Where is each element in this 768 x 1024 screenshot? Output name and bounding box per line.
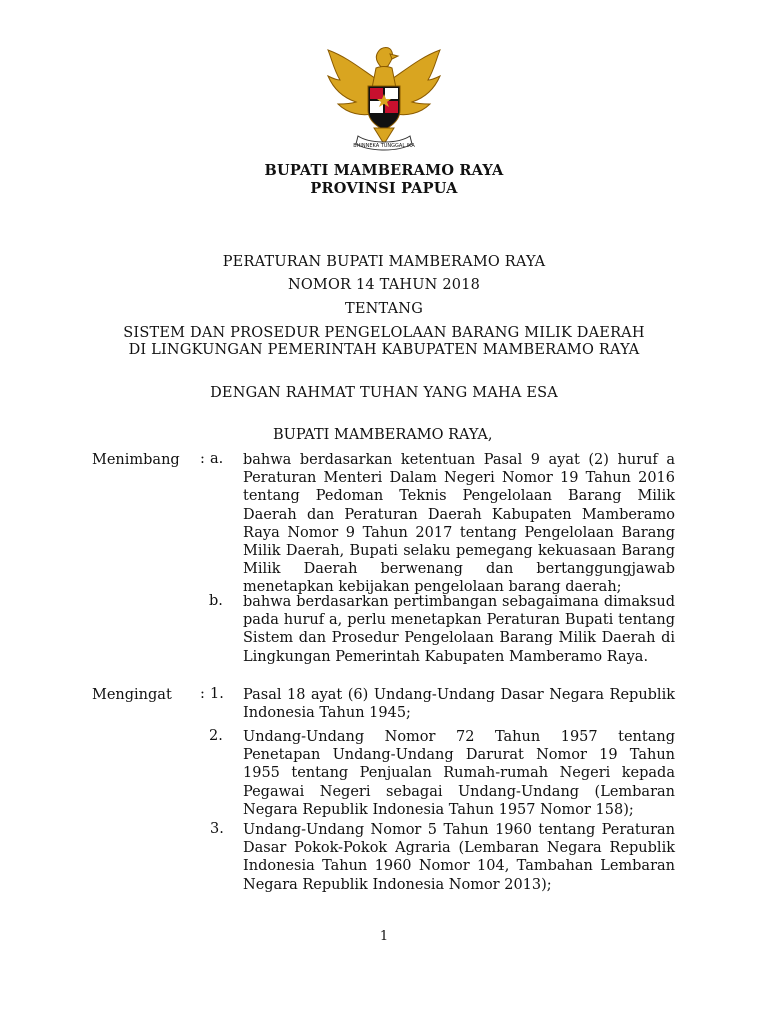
garuda-pancasila-emblem-icon — [322, 44, 446, 156]
blessing-line: DENGAN RAHMAT TUHAN YANG MAHA ESA — [210, 385, 558, 401]
mengingat-colon: : — [200, 686, 205, 702]
mengingat-label: Mengingat — [92, 687, 172, 703]
header-line-1: BUPATI MAMBERAMO RAYA — [264, 162, 504, 179]
header-line-2: PROVINSI PAPUA — [310, 180, 458, 197]
mengingat-marker-3: 3. — [210, 821, 224, 837]
menimbang-colon: : — [200, 451, 205, 467]
menimbang-item-b: bahwa berdasarkan pertimbangan sebagaimana dimaksud pada huruf a, perlu menetapkan Peraturan Bupati tentang Sistem dan Prosedur Pengelolaan Barang Milik Daerah di Lingkungan Pemerintah Kabupaten Mamberamo Raya. — [243, 594, 675, 665]
mengingat-item-2: Undang-Undang Nomor 72 Tahun 1957 tentang Penetapan Undang-Undang Darurat Nomor 19 Tahun 1955 tentang Penjualan Rumah-rumah Negeri kepada Pegawai Negeri sebagai Undang-Undang (Lembaran Negara Republik Indonesia Tahun 1957 Nomor 158); — [243, 729, 675, 818]
title-line-5: DI LINGKUNGAN PEMERINTAH KABUPATEN MAMBERAMO RAYA — [128, 342, 640, 358]
title-line-1: PERATURAN BUPATI MAMBERAMO RAYA — [222, 254, 546, 270]
page-number: 1 — [379, 929, 389, 944]
menimbang-marker-a: a. — [210, 451, 224, 467]
title-line-2: NOMOR 14 TAHUN 2018 — [287, 277, 481, 293]
menimbang-label: Menimbang — [92, 452, 180, 468]
title-line-4: SISTEM DAN PROSEDUR PENGELOLAAN BARANG MILIK DAERAH — [123, 325, 645, 341]
mengingat-marker-2: 2. — [209, 728, 223, 744]
authority-line: BUPATI MAMBERAMO RAYA, — [273, 427, 493, 443]
menimbang-marker-b: b. — [209, 593, 223, 609]
title-line-3: TENTANG — [345, 301, 423, 317]
emblem-motto: BHINNEKA TUNGGAL IKA — [353, 143, 415, 149]
mengingat-item-1: Pasal 18 ayat (6) Undang-Undang Dasar Negara Republik Indonesia Tahun 1945; — [243, 687, 675, 722]
menimbang-item-a: bahwa berdasarkan ketentuan Pasal 9 ayat (2) huruf a Peraturan Menteri Dalam Negeri Nomor 19 Tahun 2016 tentang Pedoman Teknis Pengelolaan Barang Milik Daerah dan Peraturan Daerah Kabupaten Mamberamo Raya Nomor 9 Tahun 2017 tentang Pengelolaan Barang Milik Daerah, Bupati selaku pemegang kekuasaan Barang Milik Daerah berwenang dan bertanggungjawab menetapkan kebijakan pengelolaan barang daerah; — [243, 452, 675, 596]
mengingat-item-3: Undang-Undang Nomor 5 Tahun 1960 tentang Peraturan Dasar Pokok-Pokok Agraria (Lembaran Negara Republik Indonesia Tahun 1960 Nomor 104, Tambahan Lembaran Negara Republik Indonesia Nomor 2013); — [243, 822, 675, 893]
mengingat-marker-1: 1. — [210, 686, 224, 702]
